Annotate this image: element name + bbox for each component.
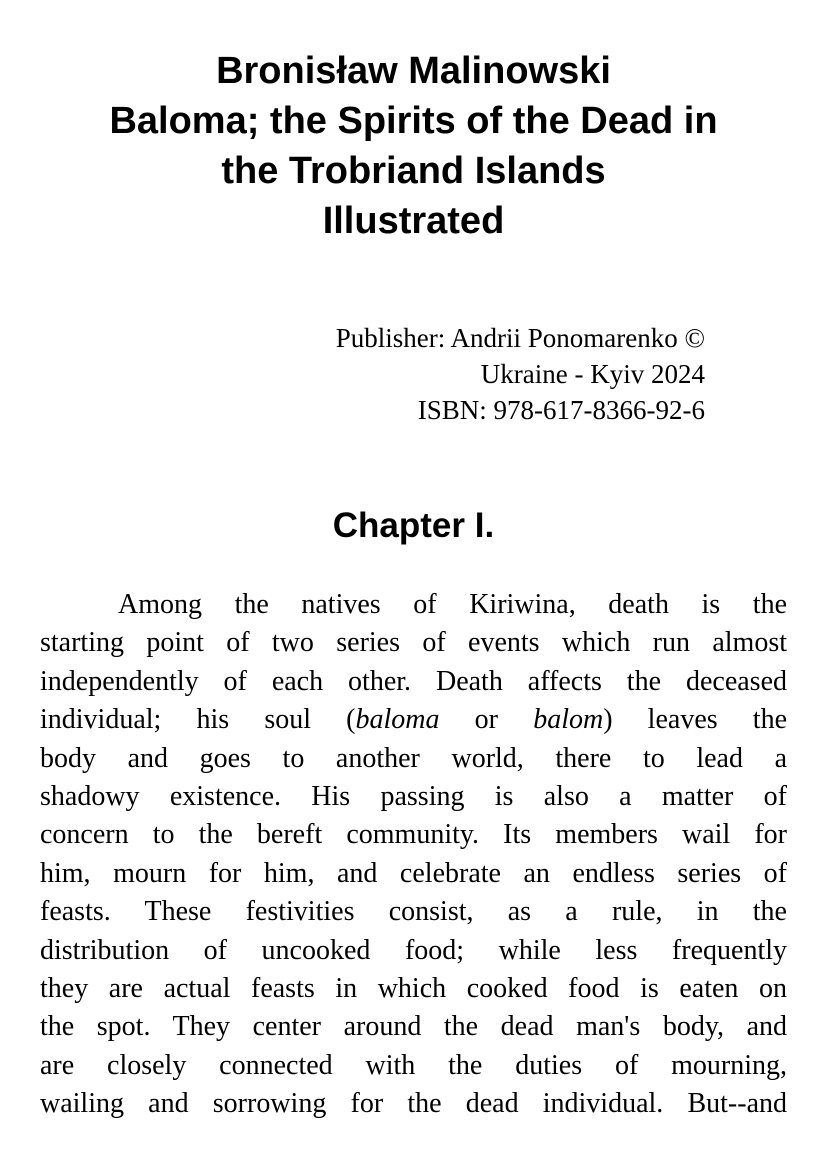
- body-line: body and goes to another world, there to lead a: [40, 742, 787, 774]
- body-line: they are actual feasts in which cooked food is eaten on: [40, 972, 787, 1004]
- body-text-fragment: ) leaves the: [603, 704, 788, 736]
- body-line: the spot. They center around the dead man's body, and: [40, 1011, 787, 1043]
- body-line-with-terms: [40, 701, 787, 739]
- body-line: distribution of uncooked food; while less frequently: [40, 934, 787, 966]
- body-line: feasts. These festivities consist, as a rule, in the: [40, 896, 787, 928]
- publisher-name: Publisher: Andrii Ponomarenko ©: [335, 323, 705, 353]
- title-line-2: the Trobriand Islands: [221, 150, 606, 192]
- body-line: Among the natives of Kiriwina, death is the: [118, 589, 787, 620]
- term-baloma: baloma: [355, 704, 440, 736]
- body-text-fragment: or: [439, 704, 534, 736]
- body-line: wailing and sorrowing for the dead individual. But--and: [40, 1088, 787, 1120]
- publisher-location: Ukraine - Kyiv 2024: [480, 359, 705, 389]
- body-line: shadowy existence. His passing is also a matter of: [40, 780, 787, 812]
- title-line-1: Baloma; the Spirits of the Dead in: [109, 100, 718, 142]
- body-line: are closely connected with the duties of mourning,: [40, 1049, 787, 1081]
- isbn: ISBN: 978-617-8366-92-6: [417, 395, 705, 425]
- chapter-heading: Chapter I.: [332, 506, 495, 545]
- book-title: [40, 46, 787, 246]
- body-line: starting point of two series of events which run almost: [40, 627, 787, 659]
- term-balom: balom: [533, 704, 604, 736]
- body-line: independently of each other. Death affects the deceased: [40, 665, 787, 697]
- body-line: concern to the bereft community. Its members wail for: [40, 819, 787, 851]
- publisher-info: [200, 320, 705, 428]
- title-author: Bronisław Malinowski: [216, 50, 611, 92]
- body-text-fragment: individual; his soul (: [40, 704, 356, 736]
- chapter-body: [40, 586, 787, 1123]
- body-line: him, mourn for him, and celebrate an endless series of: [40, 857, 787, 889]
- title-line-3: Illustrated: [322, 200, 505, 242]
